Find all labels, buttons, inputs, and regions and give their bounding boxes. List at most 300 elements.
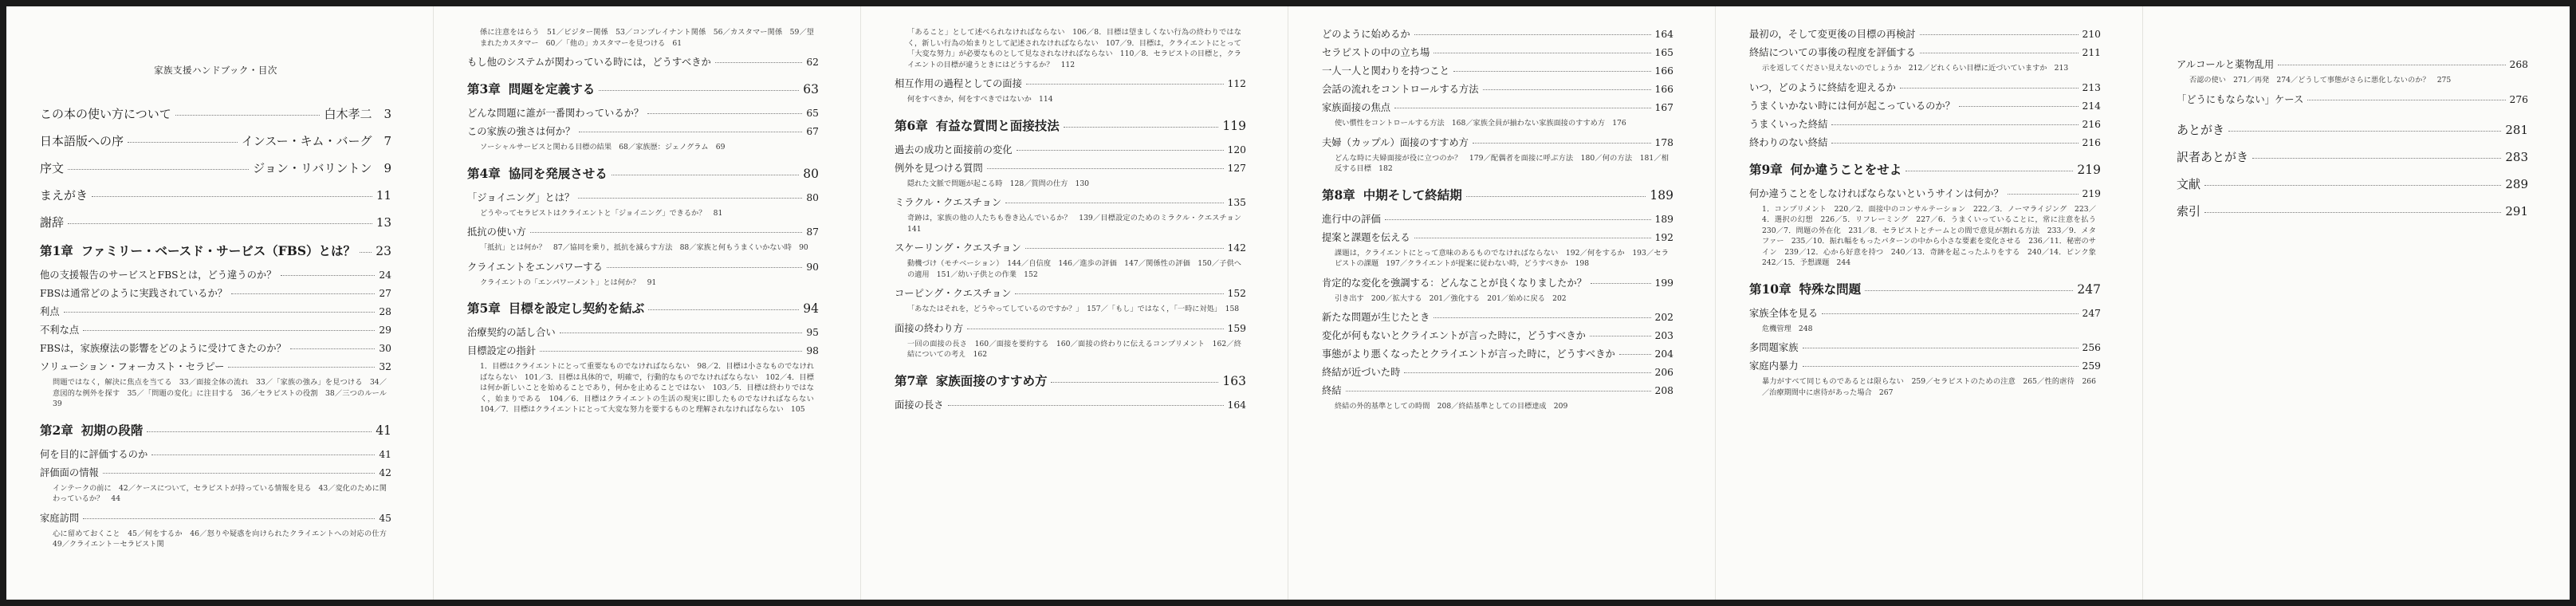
entry-title: 最初の，そして変更後の目標の再検討 xyxy=(1749,29,1916,40)
toc-section[interactable] xyxy=(40,447,391,461)
entry-title: 相互作用の過程としての面接 xyxy=(895,78,1022,89)
page-number: 41 xyxy=(379,448,391,460)
page-number: 283 xyxy=(2505,149,2528,164)
page-number: 152 xyxy=(1227,288,1246,299)
dot-leader xyxy=(1025,248,1224,249)
toc-section[interactable] xyxy=(467,224,819,238)
toc-section[interactable] xyxy=(895,321,1246,335)
toc-section[interactable] xyxy=(895,142,1246,156)
dot-leader xyxy=(68,169,249,170)
page-number: 白木孝二 3 xyxy=(324,107,391,121)
page-number: 199 xyxy=(1654,277,1673,289)
page-number: 45 xyxy=(379,512,391,524)
page-number: 166 xyxy=(1654,84,1673,95)
entry-title: 有益な質問と面接技法 xyxy=(935,117,1060,133)
chapter-number: 第2章 xyxy=(40,422,73,438)
toc-section[interactable] xyxy=(1322,309,1673,324)
entry-title: もし他のシステムが関わっている時には，どうすべきか xyxy=(467,57,711,68)
toc-section[interactable] xyxy=(40,465,391,479)
toc-section[interactable] xyxy=(1322,26,1673,41)
page-number: 208 xyxy=(1654,385,1673,396)
page-number: 219 xyxy=(2077,162,2101,177)
page-number: 28 xyxy=(379,306,391,317)
page-number: 202 xyxy=(1654,312,1673,323)
dot-leader xyxy=(1803,366,2078,367)
toc-subentries: 「あること」として述べられなければならない 106／8．目標は望ましくない行為の終わりではなく，新しい行為の始まりとして記述されなければならない 107／9．目標は，クライエントにとって「大変な努力」が必要なものとして見なされなければならない 110／8．セラピストの目標と，クライエントの目標が違うときにはどうするか？ 112 xyxy=(907,28,1241,69)
page-number: 276 xyxy=(2509,93,2528,105)
entry-title: どのように始めるか xyxy=(1322,29,1410,40)
dot-leader xyxy=(1453,71,1651,72)
document-title: 家族支援ハンドブック・目次 xyxy=(154,65,277,76)
toc-chapter[interactable] xyxy=(467,164,819,182)
dot-leader xyxy=(1900,88,2078,89)
toc-chapter[interactable] xyxy=(40,242,391,259)
toc-chapter[interactable] xyxy=(895,372,1246,389)
toc-section[interactable] xyxy=(1322,346,1673,360)
entry-title: 「どうにもならない」ケース xyxy=(2177,93,2304,105)
entry-title: 謝辞 xyxy=(40,215,65,230)
dot-leader xyxy=(228,367,375,368)
toc-section[interactable] xyxy=(40,322,391,336)
entry-title: 他の支援報告のサービスとFBSとは，どう違うのか？ xyxy=(40,270,277,281)
toc-subentries: どうやってセラピストはクライエントと「ジョイニング」できるか？ 81 xyxy=(480,208,723,218)
entry-title: 提案と課題を伝える xyxy=(1322,231,1410,243)
page-number: 203 xyxy=(1654,330,1673,341)
page-number: 32 xyxy=(379,361,391,372)
toc-chapter[interactable] xyxy=(1322,186,1673,203)
dot-leader xyxy=(1051,382,1218,383)
entry-title: 例外を見つける質問 xyxy=(895,162,983,174)
page-number: 23 xyxy=(376,244,391,258)
dot-leader xyxy=(540,351,802,352)
dot-leader xyxy=(1822,313,2078,314)
toc-section[interactable] xyxy=(1749,116,2101,131)
entry-title: この家族の強さは何か？ xyxy=(467,126,576,137)
dot-leader xyxy=(1434,317,1650,318)
toc-section[interactable] xyxy=(40,359,391,373)
page-number: 247 xyxy=(2082,307,2101,319)
dot-leader xyxy=(607,267,803,268)
entry-title: うまくいかない時には何が起こっているのか？ xyxy=(1749,100,1955,112)
toc-section[interactable] xyxy=(1749,340,2101,354)
toc-subentries: 心に留めておくこと 45／何をするか 46／怒りや疑惑を向けられたクライエントへの対応の仕方 49／クライエント－セラピスト関 xyxy=(53,529,395,549)
toc-subentries: 1．コンプリメント 220／2．面接中のコンサルテーション 222／3．ノーマライジング 223／4．選択の幻想 226／5．リフレーミング 227／6．うまくいっていることに，常に注意を払う 230／7．問題の外在化 231／8．セラピストとチームとの間で意見が割れる方法 233／9．メタファー 235／10．振れ幅をもったパターンの中から小さな要素を変化させる 236／11．秘密のサイン 239／12．心から好意を持つ 240／13．奇跡を起こったふりをする 240／14．ピンク象 242／15．予想課題 244 xyxy=(1762,204,2104,267)
toc-section[interactable] xyxy=(467,124,819,138)
entry-title: 特殊な問題 xyxy=(1799,281,1862,297)
dot-leader xyxy=(578,198,802,199)
page-number: 112 xyxy=(1227,78,1246,89)
dot-leader xyxy=(2204,185,2501,186)
dot-leader xyxy=(1831,143,2078,144)
page-number: 142 xyxy=(1227,242,1246,254)
toc-chapter[interactable] xyxy=(467,299,819,317)
entry-title: どんな問題に誰が一番関わっているか？ xyxy=(467,108,644,119)
entry-title: セラピストの中の立ち場 xyxy=(1322,47,1430,58)
entry-title: ファミリー・ベースド・サービス（FBS）とは？ xyxy=(81,243,356,258)
page-number: 210 xyxy=(2082,29,2101,40)
chapter-number: 第8章 xyxy=(1322,187,1355,203)
page-number: 11 xyxy=(376,188,391,203)
toc-section[interactable] xyxy=(1749,45,2101,59)
page-number: 281 xyxy=(2505,122,2528,137)
toc-section[interactable] xyxy=(1322,275,1673,289)
page-number: 166 xyxy=(1654,65,1673,77)
toc-section[interactable] xyxy=(40,285,391,300)
toc-subentries: クライエントの「エンパワーメント」とは何か？ 91 xyxy=(480,277,657,287)
toc-subentries: 危機管理 248 xyxy=(1762,324,1813,333)
page-number: 24 xyxy=(379,270,391,281)
dot-leader xyxy=(175,115,321,116)
entry-title: 協同を発展させる xyxy=(508,165,608,181)
toc-subentries: 課題は，クライエントにとって意味のあるものでなければならない 192／何をするか 193／セラピストの課題 197／クライエントが提案に従わない時，どうすべきか 198 xyxy=(1335,248,1669,268)
page-number: 67 xyxy=(806,126,819,137)
chapter-number: 第4章 xyxy=(467,165,501,181)
page-number: 192 xyxy=(1654,231,1673,243)
dot-leader xyxy=(1346,391,1651,392)
spacer xyxy=(2177,110,2528,115)
page-number: 268 xyxy=(2509,59,2528,70)
entry-title: 家族全体を見る xyxy=(1749,307,1819,319)
entry-title: この本の使い方について xyxy=(40,107,171,121)
page-number: 120 xyxy=(1227,144,1246,155)
toc-section[interactable] xyxy=(1749,358,2101,372)
dot-leader xyxy=(1026,84,1224,85)
page-number: 216 xyxy=(2082,136,2101,148)
toc-subentries: 一回の面接の長さ 160／面接を要約する 160／面接の終わりに伝えるコンプリメント 162／終結についての考え 162 xyxy=(907,339,1241,359)
dot-leader xyxy=(1385,219,1651,220)
page-number: 211 xyxy=(2082,47,2101,58)
entry-title: 問題を定義する xyxy=(508,81,596,96)
entry-title: 家族面接のすすめ方 xyxy=(935,372,1048,388)
toc-section[interactable] xyxy=(895,397,1246,411)
toc-section[interactable] xyxy=(40,510,391,525)
dot-leader xyxy=(1404,372,1650,373)
entry-title: 評価面の情報 xyxy=(40,466,99,478)
entry-title: 終結が近づいた時 xyxy=(1322,367,1401,378)
toc-chapter[interactable] xyxy=(467,80,819,97)
entry-title: ソリューション・フォーカスト・セラピー xyxy=(40,361,225,372)
dot-leader xyxy=(1064,127,1219,128)
dot-leader xyxy=(2252,158,2501,159)
page-number: 204 xyxy=(1654,348,1673,360)
chapter-number: 第3章 xyxy=(467,81,501,96)
toc-section[interactable] xyxy=(895,160,1246,175)
toc-subentries: 暴力がすべて同じものであるとは限らない 259／セラピストのための注意 265／性的虐待 266／治療期間中に虐待があった場合 267 xyxy=(1762,377,2096,397)
entry-title: 過去の成功と面接前の変化 xyxy=(895,144,1013,155)
page-number: ジョン・リバリントン 9 xyxy=(253,161,391,175)
toc-column-6 xyxy=(2143,6,2570,600)
entry-title: 日本語版への序 xyxy=(40,134,124,148)
page-number: 63 xyxy=(803,82,819,96)
toc-subentries: 動機づけ（モチベーション） 144／自信度 146／進歩の評価 147／関係性の評価 150／子供への適用 151／幼い子供との作業 152 xyxy=(907,259,1241,279)
toc-section[interactable] xyxy=(1749,98,2101,112)
dot-leader xyxy=(530,232,803,233)
dot-leader xyxy=(83,330,375,331)
toc-section[interactable] xyxy=(1322,230,1673,244)
entry-title: 事態がより悪くなったとクライエントが言った時に，どうすべきか xyxy=(1322,348,1615,360)
toc-front-entry[interactable] xyxy=(40,187,391,203)
dot-leader xyxy=(1619,354,1651,355)
entry-title: 家族面接の焦点 xyxy=(1322,102,1391,113)
page-number: 165 xyxy=(1654,47,1673,58)
toc-front-entry[interactable] xyxy=(2177,148,2528,165)
toc-section[interactable] xyxy=(467,259,819,273)
toc-column-1 xyxy=(6,6,434,600)
dot-leader xyxy=(599,90,799,91)
page-number: 62 xyxy=(806,57,819,68)
dot-leader xyxy=(1473,143,1651,144)
entry-title: 何か違うことをしなければならないというサインは何か？ xyxy=(1749,187,2004,199)
entry-title: FBSは通常どのように実践されているか？ xyxy=(40,288,228,299)
entry-title: 目標設定の指針 xyxy=(467,345,537,356)
toc-section[interactable] xyxy=(1322,45,1673,59)
toc-front-entry[interactable] xyxy=(2177,203,2528,219)
toc-section[interactable] xyxy=(895,240,1246,254)
entry-title: スケーリング・クエスチョン xyxy=(895,242,1021,254)
dot-leader xyxy=(1591,283,1650,284)
dot-leader xyxy=(1865,290,2073,291)
dot-leader xyxy=(987,168,1224,169)
dot-leader xyxy=(281,275,376,276)
dot-leader xyxy=(647,113,802,114)
dot-leader xyxy=(1015,293,1223,294)
chapter-number: 第7章 xyxy=(895,372,928,388)
dot-leader xyxy=(715,62,803,63)
toc-spread xyxy=(6,6,2570,600)
page-number: 80 xyxy=(803,166,819,181)
chapter-number: 第6章 xyxy=(895,117,928,133)
toc-subentries: インテークの前に 42／ケースについて，セラピストが持っている情報を見る 43／変化のために関わっているか？ 44 xyxy=(53,483,387,503)
toc-subentries: 隠れた文脈で問題が起こる時 128／質問の仕方 130 xyxy=(907,179,1090,188)
dot-leader xyxy=(1959,106,2078,107)
toc-subentries: 「あなたはそれを，どうやってしているのですか？」 157／「もし」ではなく，「一時に対処」 158 xyxy=(907,305,1240,313)
dot-leader xyxy=(648,309,799,310)
toc-subentries: ソーシャルサービスと関わる目標の結果 68／家族歴：ジェノグラム 69 xyxy=(480,143,726,152)
entry-title: まえがき xyxy=(40,188,88,203)
toc-section[interactable] xyxy=(467,343,819,357)
entry-title: 終わりのない終結 xyxy=(1749,136,1828,148)
page-number: 289 xyxy=(2505,176,2528,191)
page-number: 80 xyxy=(806,191,819,203)
entry-title: 新たな問題が生じたとき xyxy=(1322,312,1430,323)
toc-section[interactable] xyxy=(1322,328,1673,342)
entry-title: あとがき xyxy=(2177,122,2225,137)
dot-leader xyxy=(1831,124,2078,125)
toc-section[interactable] xyxy=(1322,383,1673,397)
toc-subentries: 何をすべきか，何をすべきではないか 114 xyxy=(907,95,1053,104)
entry-title: 面接の終わり方 xyxy=(895,322,964,334)
entry-title: 会話の流れをコントロールする方法 xyxy=(1322,84,1479,95)
entry-title: 夫婦（カップル）面接のすすめ方 xyxy=(1322,136,1469,148)
page-number: インスー・キム・バーグ 7 xyxy=(241,134,391,148)
toc-column-3 xyxy=(861,6,1288,600)
toc-section[interactable] xyxy=(1749,186,2101,200)
entry-title: 何か違うことをせよ xyxy=(1790,161,1902,177)
chapter-number: 第5章 xyxy=(467,301,501,316)
page-number: 214 xyxy=(2082,100,2101,112)
page-number: 94 xyxy=(803,301,819,316)
toc-section[interactable] xyxy=(1322,211,1673,226)
toc-subentries: 係に注意をはらう 51／ビジター関係 53／コンプレイナント関係 56／カスタマー関係 59／望まれたカスタマー 60／「他の」カスタマーを見つける 61 xyxy=(480,28,814,48)
toc-column-5 xyxy=(1716,6,2143,600)
page-number: 167 xyxy=(1654,102,1673,113)
entry-title: 文献 xyxy=(2177,176,2201,191)
toc-subentries: 使い慣性をコントロールする方法 168／家族全員が揃わない家族面接のすすめ方 176 xyxy=(1335,119,1626,128)
toc-section[interactable] xyxy=(467,105,819,120)
toc-chapter[interactable] xyxy=(1749,280,2101,297)
toc-column-4 xyxy=(1288,6,1716,600)
toc-subentries: 奇跡は，家族の他の人たちも巻き込んでいるか？ 139／目標設定のためのミラクル・クエスチョン 141 xyxy=(907,214,1249,234)
toc-subentries: 引き出す 200／拡大する 201／強化する 201／始めに戻る 202 xyxy=(1335,293,1567,303)
chapter-number: 第1章 xyxy=(40,243,73,258)
dot-leader xyxy=(1414,34,1651,35)
entry-title: 初期の段階 xyxy=(81,422,144,438)
dot-leader xyxy=(2008,194,2078,195)
toc-front-entry[interactable] xyxy=(40,105,391,122)
dot-leader xyxy=(83,518,375,519)
toc-section[interactable] xyxy=(40,340,391,355)
toc-section[interactable] xyxy=(2177,57,2528,71)
entry-title: うまくいった終結 xyxy=(1749,118,1828,130)
toc-section[interactable] xyxy=(1322,364,1673,379)
toc-section[interactable] xyxy=(2177,92,2528,106)
toc-section[interactable] xyxy=(467,190,819,204)
page-number: 247 xyxy=(2077,281,2101,297)
entry-title: 変化が何もないとクライエントが言った時に，どうすべきか xyxy=(1322,330,1586,341)
chapter-number: 第9章 xyxy=(1749,161,1783,177)
chapter-number: 第10章 xyxy=(1749,281,1791,297)
dot-leader xyxy=(1017,150,1224,151)
toc-section[interactable] xyxy=(40,267,391,281)
dot-leader xyxy=(2228,131,2501,132)
page-number: 189 xyxy=(1650,187,1673,203)
page-number: 206 xyxy=(1654,367,1673,378)
dot-leader xyxy=(2204,212,2501,213)
page-number: 30 xyxy=(379,343,391,354)
dot-leader xyxy=(68,223,372,224)
toc-front-entry[interactable] xyxy=(40,132,391,149)
page-number: 41 xyxy=(376,423,391,438)
toc-section[interactable] xyxy=(1322,135,1673,149)
toc-section[interactable] xyxy=(1749,135,2101,149)
toc-subentries: 示を返してください見えないのでしょうか 212／どれくらい目標に近づいていますか 213 xyxy=(1762,64,2069,73)
page-number: 90 xyxy=(806,261,819,273)
dot-leader xyxy=(1920,34,2078,35)
toc-subentries: 1．目標はクライエントにとって重要なものでなければならない 98／2．目標は小さなものでなければならない 101／3．目標は具体的で，明確で，行動的なものでなければならない 102／4．目標は何か新しいことを始めることであり，何かを止めることではない 103／5．目標は終わりではなく，始まりである 104／6．目標はクライエントの生活の現実に即したものでなければならない 104／7．目標はクライエントにとって大変な努力を要するものと理解されなければならない 105 xyxy=(480,362,822,414)
toc-section[interactable] xyxy=(895,195,1246,209)
entry-title: 抵抗の使い方 xyxy=(467,226,526,238)
toc-section[interactable] xyxy=(1749,305,2101,320)
entry-title: 面接の長さ xyxy=(895,399,944,411)
toc-section[interactable] xyxy=(467,54,819,69)
page-number: 164 xyxy=(1227,399,1246,411)
toc-front-entry[interactable] xyxy=(2177,175,2528,192)
page-number: 29 xyxy=(379,325,391,336)
page-number: 256 xyxy=(2082,342,2101,353)
dot-leader xyxy=(231,293,375,294)
toc-section[interactable] xyxy=(895,76,1246,90)
toc-front-entry[interactable] xyxy=(2177,121,2528,138)
dot-leader xyxy=(948,405,1224,406)
page-number: 291 xyxy=(2505,203,2528,218)
page-number: 87 xyxy=(806,226,819,238)
page-number: 159 xyxy=(1227,322,1246,334)
entry-title: 中期そして終結期 xyxy=(1363,187,1462,203)
toc-section[interactable] xyxy=(1322,81,1673,96)
toc-section[interactable] xyxy=(895,285,1246,300)
entry-title: 家庭訪問 xyxy=(40,512,80,524)
dot-leader xyxy=(128,142,238,143)
entry-title: 目標を設定し契約を結ぶ xyxy=(508,301,645,316)
page-number: 213 xyxy=(2082,81,2101,93)
page-number: 135 xyxy=(1227,197,1246,208)
toc-subentries: 終結の外的基準としての時間 208／終結基準としての目標達成 209 xyxy=(1335,402,1568,411)
toc-front-entry[interactable] xyxy=(40,214,391,230)
toc-chapter[interactable] xyxy=(40,421,391,439)
dot-leader xyxy=(1466,196,1646,197)
entry-title: 「ジョイニング」とは？ xyxy=(467,191,575,203)
dot-leader xyxy=(360,252,372,253)
entry-title: 一人一人と関わりを持つこと xyxy=(1322,65,1449,77)
dot-leader xyxy=(64,312,376,313)
entry-title: 終結についての事後の程度を評価する xyxy=(1749,47,1916,58)
entry-title: 進行中の評価 xyxy=(1322,213,1381,225)
entry-title: アルコールと薬物乱用 xyxy=(2177,59,2275,70)
page-number: 189 xyxy=(1654,213,1673,225)
toc-front-entry[interactable] xyxy=(40,159,391,176)
entry-title: 肯定的な変化を強調する：どんなことが良くなりましたか？ xyxy=(1322,277,1587,289)
page-number: 42 xyxy=(379,466,391,478)
dot-leader xyxy=(147,431,372,432)
dot-leader xyxy=(1483,89,1651,90)
entry-title: 利点 xyxy=(40,306,60,317)
entry-title: ミラクル・クエスチョン xyxy=(895,197,1002,208)
dot-leader xyxy=(151,454,375,455)
toc-subentries: 否認の使い 271／再発 274／どうして事態がさらに悪化しないのか？ 275 xyxy=(2189,76,2452,85)
page-number: 98 xyxy=(806,345,819,356)
entry-title: いつ，どのように終結を迎えるか xyxy=(1749,81,1896,93)
toc-chapter[interactable] xyxy=(1749,160,2101,178)
page-number: 216 xyxy=(2082,118,2101,130)
dot-leader xyxy=(290,348,376,349)
page-number: 178 xyxy=(1654,136,1673,148)
page-number: 127 xyxy=(1227,162,1246,174)
toc-section[interactable] xyxy=(40,304,391,318)
page-number: 119 xyxy=(1222,118,1246,133)
toc-section[interactable] xyxy=(1322,100,1673,114)
toc-section[interactable] xyxy=(1322,63,1673,77)
dot-leader xyxy=(92,196,372,197)
dot-leader xyxy=(103,473,376,474)
toc-chapter[interactable] xyxy=(895,116,1246,134)
entry-title: 終結 xyxy=(1322,385,1342,396)
toc-subentries: 「抵抗」とは何か？ 87／協同を乗り，抵抗を減らす方法 88／家族と何もうまくいかない時 90 xyxy=(480,243,808,252)
toc-section[interactable] xyxy=(1749,26,2101,41)
page-number: 164 xyxy=(1654,29,1673,40)
entry-title: コーピング・クエスチョン xyxy=(895,288,1012,299)
toc-subentries: どんな時に夫婦面接が役に立つのか？ 179／配偶者を面接に呼ぶ方法 180／何の方法 181／相反する目標 182 xyxy=(1335,153,1669,173)
entry-title: 何を目的に評価するのか xyxy=(40,448,148,460)
entry-title: 不利な点 xyxy=(40,325,80,336)
entry-title: 治療契約の話し合い xyxy=(467,327,556,338)
toc-section[interactable] xyxy=(1749,80,2101,94)
page-number: 163 xyxy=(1222,373,1246,388)
entry-title: 序文 xyxy=(40,161,65,175)
page-number: 219 xyxy=(2082,187,2101,199)
page-number: 65 xyxy=(806,108,819,119)
toc-section[interactable] xyxy=(467,325,819,339)
page-number: 27 xyxy=(379,288,391,299)
